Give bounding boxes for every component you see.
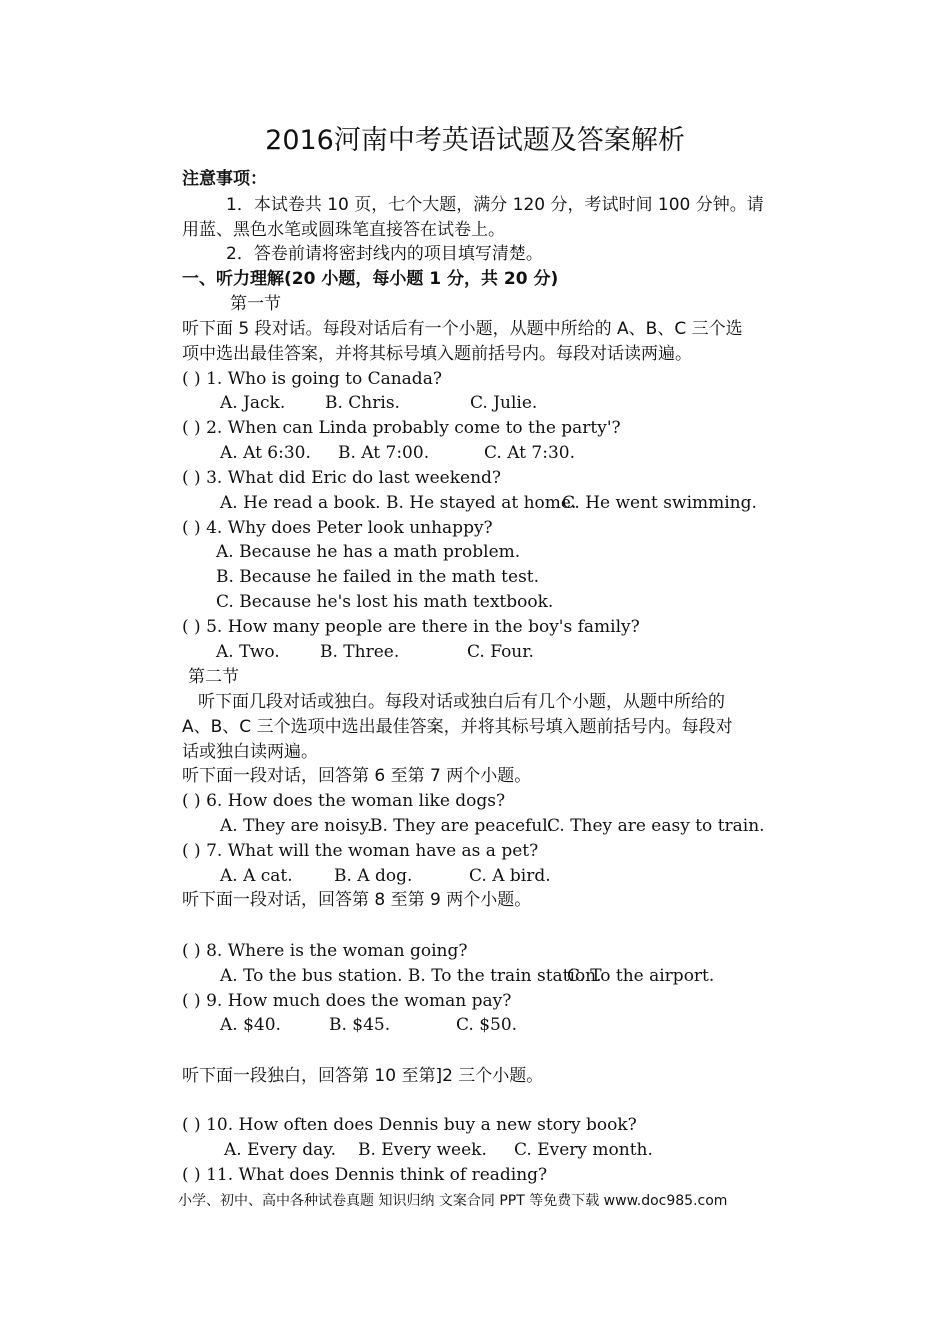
q6-option-b: B. They are peaceful. [370, 816, 554, 836]
prompt-questions-8-9: 听下面一段对话，回答第 8 至第 9 两个小题。 [182, 890, 532, 910]
q4-option-c: C. Because he's lost his math textbook. [216, 592, 554, 612]
question-4: ( ) 4. Why does Peter look unhappy? [182, 518, 493, 538]
q7-option-c: C. A bird. [469, 866, 551, 886]
q5-option-b: B. Three. [320, 642, 400, 662]
q4-option-b: B. Because he failed in the math test. [216, 567, 540, 587]
q8-option-a-b: A. To the bus station. B. To the train station. [220, 966, 602, 986]
q8-option-c: C. To the airport. [567, 966, 715, 986]
section-heading-listening: 一、听力理解(20 小题，每小题 1 分，共 20 分) [182, 269, 559, 289]
q2-option-b: B. At 7:00. [338, 443, 430, 463]
part-1-instructions-cont: 项中选出最佳答案，并将其标号填入题前括号内。每段对话读两遍。 [182, 344, 692, 364]
notice-heading: 注意事项： [182, 169, 267, 189]
prompt-questions-10-12: 听下面一段独白，回答第 10 至第]2 三个小题。 [182, 1066, 544, 1086]
part-1-instructions: 听下面 5 段对话。每段对话后有一个小题，从题中所给的 A、B、C 三个选 [182, 319, 743, 339]
q9-option-a: A. $40. [220, 1015, 281, 1035]
q1-option-a: A. Jack. [220, 393, 286, 413]
q9-option-b: B. $45. [329, 1015, 391, 1035]
notice-item-1-cont: 用蓝、黑色水笔或圆珠笔直接答在试卷上。 [182, 220, 505, 240]
question-8: ( ) 8. Where is the woman going? [182, 941, 468, 961]
q5-option-c: C. Four. [467, 642, 534, 662]
q2-option-c: C. At 7:30. [484, 443, 576, 463]
q10-option-b: B. Every week. [358, 1140, 487, 1160]
question-3: ( ) 3. What did Eric do last weekend? [182, 468, 502, 488]
notice-item-2: 2．答卷前请将密封线内的项目填写清楚。 [226, 244, 543, 264]
q3-option-a-b: A. He read a book. B. He stayed at home. [220, 493, 577, 513]
q1-option-b: B. Chris. [325, 393, 400, 413]
part-2-instructions-end: 话或独白读两遍。 [182, 742, 318, 762]
question-7: ( ) 7. What will the woman have as a pet? [182, 841, 539, 861]
document-title: 2016河南中考英语试题及答案解析 [265, 125, 685, 156]
q4-option-a: A. Because he has a math problem. [216, 542, 521, 562]
question-5: ( ) 5. How many people are there in the boy's family? [182, 617, 640, 637]
notice-item-1: 1．本试卷共 10 页，七个大题，满分 120 分，考试时间 100 分钟。请 [226, 195, 764, 215]
q10-option-c: C. Every month. [514, 1140, 653, 1160]
q7-option-a: A. A cat. [220, 866, 293, 886]
question-10: ( ) 10. How often does Dennis buy a new story book? [182, 1115, 637, 1135]
q5-option-a: A. Two. [216, 642, 280, 662]
q6-option-c: C. They are easy to train. [547, 816, 765, 836]
part-2-label: 第二节 [188, 667, 239, 687]
q9-option-c: C. $50. [456, 1015, 518, 1035]
question-11: ( ) 11. What does Dennis think of reading? [182, 1165, 548, 1185]
q10-option-a: A. Every day. [224, 1140, 337, 1160]
question-2: ( ) 2. When can Linda probably come to the party'? [182, 418, 621, 438]
question-6: ( ) 6. How does the woman like dogs? [182, 791, 506, 811]
prompt-questions-6-7: 听下面一段对话，回答第 6 至第 7 两个小题。 [182, 766, 532, 786]
q6-option-a: A. They are noisy. [220, 816, 373, 836]
part-2-instructions: 听下面几段对话或独白。每段对话或独白后有几个小题，从题中所给的 [198, 692, 725, 712]
question-9: ( ) 9. How much does the woman pay? [182, 991, 512, 1011]
part-1-label: 第一节 [230, 294, 281, 314]
q7-option-b: B. A dog. [334, 866, 413, 886]
q3-option-c: C. He went swimming. [562, 493, 757, 513]
q1-option-c: C. Julie. [470, 393, 538, 413]
question-1: ( ) 1. Who is going to Canada? [182, 369, 442, 389]
q2-option-a: A. At 6:30. [220, 443, 311, 463]
part-2-instructions-cont: A、B、C 三个选项中选出最佳答案，并将其标号填入题前括号内。每段对 [182, 717, 733, 737]
page-footer: 小学、初中、高中各种试卷真题 知识归纳 文案合同 PPT 等免费下载 www.doc985.com [178, 1193, 728, 1209]
